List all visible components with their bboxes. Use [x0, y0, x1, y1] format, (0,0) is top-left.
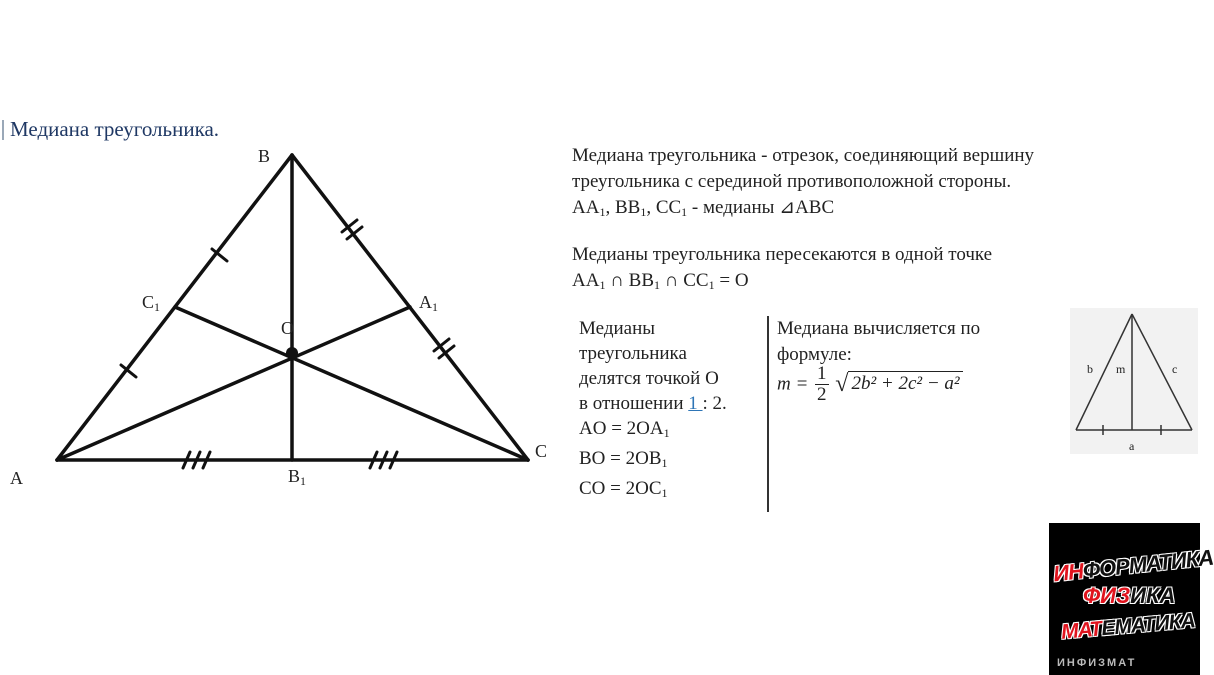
formula-lhs: m = [777, 373, 809, 395]
ratio-block [579, 316, 727, 506]
mini-triangle-svg [1070, 308, 1198, 454]
int2-part-0: AA [572, 270, 600, 291]
ratio-eq-bo [579, 446, 727, 476]
column-divider [767, 316, 769, 512]
midpoint-label-b1-letter: B [288, 466, 301, 486]
logo-row-fizika [1083, 583, 1175, 609]
definition-block [572, 143, 1034, 225]
mini-label-b: b [1087, 362, 1093, 376]
intersection-line-1: Медианы треугольника пересекаются в одной точке [572, 244, 993, 265]
ratio-eq-co-sub: 1 [661, 486, 668, 500]
mini-label-a: a [1129, 439, 1135, 453]
formula-caption-line-1: Медиана вычисляется по [777, 318, 981, 339]
intersection-block [572, 242, 992, 298]
def3-part-1: , BB [605, 197, 641, 218]
centroid-label-o: O [281, 318, 294, 338]
def3-sub-1: 1 [640, 205, 647, 219]
int2-sub-0: 1 [599, 278, 606, 292]
ratio-line-2: треугольника [579, 343, 687, 364]
ratio-eq-co [579, 476, 727, 506]
mini-triangle-panel [1070, 308, 1198, 454]
int2-sub-2: 1 [708, 278, 715, 292]
midpoint-label-b1 [288, 466, 306, 489]
median-aa1 [57, 307, 410, 460]
formula-caption-line-2: формуле: [777, 344, 852, 365]
formula-caption [777, 316, 980, 368]
midpoint-label-a1-sub: 1 [432, 300, 438, 314]
formula-radicand: 2b² + 2c² − a² [848, 371, 962, 394]
logo-row2-red: ФИЗ [1083, 583, 1131, 608]
logo-row3-red: МАТ [1060, 617, 1103, 644]
int2-part-1: ∩ BB [605, 270, 655, 291]
vertex-label-b: B [258, 146, 271, 166]
ratio-eq-co-text: CO = 2OC [579, 478, 662, 499]
median-cc1 [175, 307, 528, 460]
def3-sub-0: 1 [599, 205, 606, 219]
formula-numerator: 1 [817, 363, 827, 384]
int2-sub-1: 1 [654, 278, 661, 292]
ratio-line-4-pre: в отношении [579, 393, 689, 414]
logo-row1-black: ФОРМАТИКА [1081, 544, 1214, 584]
median-formula [777, 364, 963, 405]
midpoint-label-a1 [419, 292, 438, 315]
intersection-line-2 [572, 268, 992, 298]
ratio-eq-ao [579, 416, 727, 446]
definition-line-1: Медиана треугольника - отрезок, соединяющий вершину [572, 145, 1035, 166]
mini-label-c: c [1172, 362, 1178, 376]
midpoint-label-c1-sub: 1 [154, 300, 161, 314]
int2-part-2: ∩ CC [660, 270, 709, 291]
channel-logo [1049, 523, 1214, 675]
def3-sub-2: 1 [681, 205, 688, 219]
mini-label-m: m [1116, 362, 1126, 376]
def3-part-0: AA [572, 197, 600, 218]
ratio-line-1: Медианы [579, 318, 656, 339]
ratio-line-4 [579, 391, 727, 416]
int2-part-3: = O [714, 270, 749, 291]
formula-fraction [815, 364, 829, 405]
ratio-eq-ao-sub: 1 [663, 426, 670, 440]
ratio-eq-ao-text: AO = 2OA [579, 418, 664, 439]
logo-row-matematika [1060, 609, 1196, 645]
midpoint-label-c1 [142, 292, 160, 315]
ratio-line-4-post: : 2. [702, 393, 727, 414]
page-title: Медиана треугольника. [10, 117, 220, 141]
sqrt-icon: √ [835, 371, 849, 397]
midpoint-label-a1-letter: A [419, 292, 432, 312]
ratio-eq-bo-text: BO = 2OB [579, 448, 662, 469]
def3-part-3: - медианы ⊿ABC [687, 197, 835, 218]
logo-footer: ИНФИЗМАТ [1057, 657, 1137, 669]
midpoint-label-b1-sub: 1 [300, 474, 307, 488]
formula-sqrt [835, 371, 962, 398]
midpoint-label-c1-letter: C [142, 292, 155, 312]
ratio-link[interactable]: 1 [688, 393, 703, 414]
formula-denominator: 2 [817, 384, 827, 405]
logo-row2-black: ИКА [1130, 583, 1176, 608]
centroid-point [286, 347, 298, 359]
logo-row3-black: ЕМАТИКА [1100, 609, 1196, 641]
ratio-eq-bo-sub: 1 [661, 456, 668, 470]
definition-line-2: треугольника с серединой противоположной стороны. [572, 171, 1012, 192]
ratio-line-3: делятся точкой O [579, 368, 719, 389]
def3-part-2: , CC [646, 197, 682, 218]
logo-row-informatika [1052, 545, 1214, 588]
definition-line-3 [572, 195, 1034, 225]
vertex-label-a: A [10, 468, 23, 488]
logo-row1-red: ИН [1052, 558, 1085, 587]
vertex-label-c: C [535, 441, 548, 461]
mini-side-c [1132, 314, 1192, 430]
